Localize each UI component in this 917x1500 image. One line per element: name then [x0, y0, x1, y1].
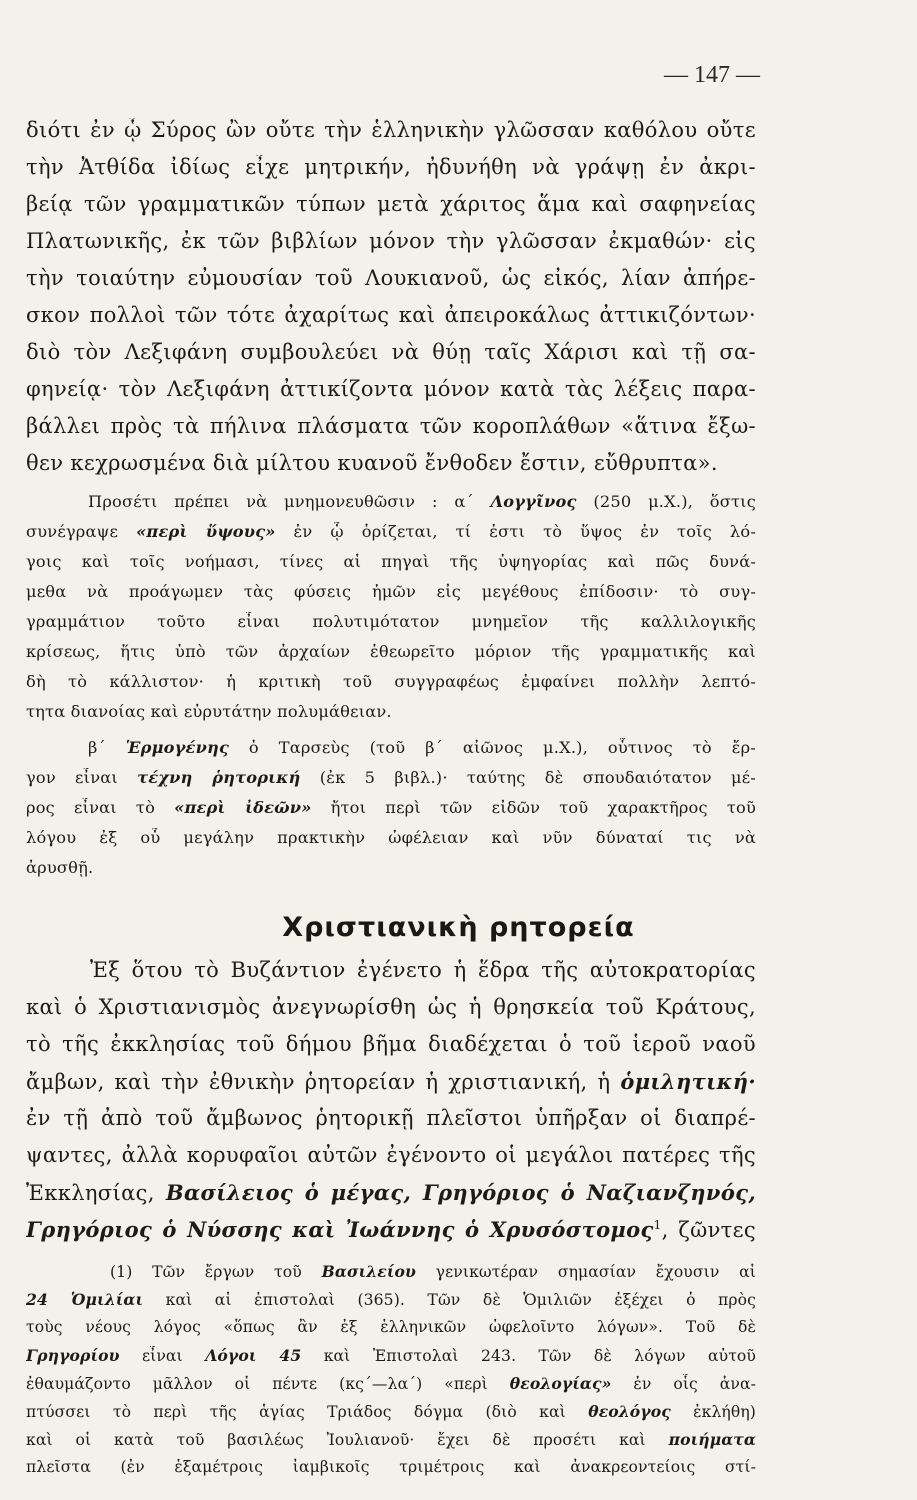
longinus-name: Λογγῖνος	[490, 492, 577, 511]
text-line: πλεῖστα (ἐν ἑξαμέτροις ἰαμβικοῖς τριμέτροις καὶ ἀνακρεοντείοις στί-	[26, 1458, 756, 1476]
text-line	[26, 1430, 756, 1449]
longinus-date: (250 μ.Χ.), ὅστις	[593, 492, 756, 511]
text-line: ἐν τῇ ἀπὸ τοῦ ἄμβωνος ῥητορικῇ πλεῖστοι ὑπῆρξαν οἱ διαπρέ-	[26, 1106, 756, 1130]
text-line	[26, 768, 756, 787]
text-fragment: , ζῶντες	[661, 1218, 756, 1242]
text-fragment: (1) Τῶν ἔργων τοῦ	[110, 1263, 302, 1281]
text-fragment: ἐθαυμάζοντο μᾶλλον οἱ πέντε (κς΄—λα΄) «περὶ	[26, 1375, 488, 1393]
text-line: σκον πολλοὶ τῶν τότε ἀχαρίτως καὶ ἀπειροκάλως ἀττικιζόντων·	[26, 303, 756, 327]
text-fragment: καὶ αἱ ἐπιστολαὶ (365). Τῶν δὲ Ὁμιλιῶν ἐξέχει ὁ πρὸς	[165, 1291, 756, 1309]
text-line: Πλατωνικῆς, ἐκ τῶν βιβλίων μόνον τὴν γλῶσσαν ἐκμαθών· εἰς	[26, 229, 756, 253]
text-line	[26, 492, 756, 511]
text-line	[26, 1180, 756, 1205]
text-line	[26, 522, 756, 541]
text-line: τὸ τῆς ἐκκλησίας τοῦ δήμου βῆμα διαδέχεται ὁ τοῦ ἱεροῦ ναοῦ	[26, 1032, 756, 1056]
text-fragment: πτύσσει τὸ περὶ τῆς ἁγίας Τριάδος δόγμα (διὸ καὶ	[26, 1403, 566, 1421]
text-fragment: συνέγραψε	[26, 522, 119, 541]
text-line	[26, 1262, 756, 1281]
text-line: γραμμάτιον τοῦτο εἶναι πολυτιμότατον μνημεῖον τῆς καλλιλογικῆς	[26, 612, 756, 631]
text-line: διὸ τὸν Λεξιφάνη συμβουλεύει νὰ θύῃ ταῖς Χάρισι καὶ τῇ σα-	[26, 340, 756, 364]
text-line: τὴν τοιαύτην εὐμουσίαν τοῦ Λουκιανοῦ, ὡς εἰκός, λίαν ἀπήρε-	[26, 266, 756, 290]
church-fathers-names: Γρηγόριος ὁ Νύσσης καὶ Ἰωάννης ὁ Χρυσόστομος	[26, 1217, 654, 1242]
text-fragment: γενικωτέραν σημασίαν ἔχουσιν αἱ	[435, 1263, 756, 1281]
section-heading: Χριστιανικὴ ρητορεία	[282, 912, 635, 943]
text-line	[26, 1069, 756, 1094]
text-line: μεθα νὰ προάγωμεν τὰς φύσεις ἡμῶν εἰς μεγέθους ἐπίδοσιν· τὸ συγ-	[26, 582, 756, 601]
text-line: βάλλει πρὸς τὰ πήλινα πλάσματα τῶν κοροπλάθων «ἅτινα ἔξω-	[26, 414, 756, 438]
footnote-orations: Λόγοι 45	[205, 1346, 302, 1365]
text-line: διότι ἐν ᾧ Σύρος ὢν οὔτε τὴν ἑλληνικὴν γλῶσσαν καθόλου οὔτε	[26, 118, 756, 142]
text-line	[26, 1346, 756, 1365]
longinus-lead: Προσέτι πρέπει νὰ μνημονευθῶσιν : α΄	[88, 492, 474, 511]
text-line: ἀρυσθῇ.	[26, 858, 94, 877]
text-line: Ἐξ ὅτου τὸ Βυζάντιον ἐγένετο ἡ ἕδρα τῆς αὐτοκρατορίας	[90, 958, 756, 982]
text-line: τὴν Ἀτθίδα ἰδίως εἶχε μητρικήν, ἠδυνήθη νὰ γράψῃ ἐν ἀκρι-	[26, 155, 756, 179]
text-line: κρίσεως, ἥτις ὑπὸ τῶν ἀρχαίων ἐθεωρεῖτο μόριον τῆς γραμματικῆς καὶ	[26, 642, 756, 661]
text-fragment: ἤτοι περὶ τῶν εἰδῶν τοῦ χαρακτῆρος τοῦ	[330, 798, 756, 817]
text-fragment: γον εἶναι	[26, 768, 118, 787]
text-line: φηνείᾳ· τὸν Λεξιφάνη ἀττικίζοντα μόνον κατὰ τὰς λέξεις παρα-	[26, 377, 756, 401]
text-fragment: ἐν ᾧ ὁρίζεται, τί ἐστι τὸ ὕψος ἐν τοῖς λό-	[293, 522, 756, 541]
hermogenes-lead: β΄	[88, 738, 106, 757]
text-line	[26, 1374, 756, 1393]
text-fragment: εἶναι	[141, 1347, 183, 1365]
footnote-theologos: θεολόγος	[588, 1402, 671, 1421]
text-fragment: ἄμβων, καὶ τὴν ἐθνικὴν ῥητορείαν ἡ χριστιανική, ἡ	[26, 1070, 611, 1094]
text-line	[26, 1290, 756, 1309]
text-line: καὶ ὁ Χριστιανισμὸς ἀνεγνωρίσθη ὡς ἡ θρησκεία τοῦ Κράτους,	[26, 995, 756, 1019]
text-fragment: Ἐκκλησίας,	[26, 1181, 155, 1205]
footnote-homilies: 24 Ὁμιλίαι	[26, 1290, 144, 1309]
text-line: θεν κεχρωσμένα διὰ μίλτου κυανοῦ ἔνθοδεν ἔστιν, εὔθρυπτα».	[26, 451, 718, 475]
text-fragment: (ἐκ 5 βιβλ.)· ταύτης δὲ σπουδαιότατον μέ-	[319, 768, 756, 787]
text-line	[26, 1402, 756, 1421]
work-title-peri-hypsous: «περὶ ὕψους»	[136, 522, 276, 541]
text-line: βείᾳ τῶν γραμματικῶν τύπων μετὰ χάριτος ἅμα καὶ σαφηνείας	[26, 192, 756, 216]
hermogenes-name: Ἑρμογένης	[125, 738, 230, 757]
text-fragment: ρος εἶναι τὸ	[26, 798, 156, 817]
work-title-techne: τέχνη ῥητορική	[137, 768, 301, 787]
text-fragment: καὶ Ἐπιστολαὶ 243. Τῶν δὲ λόγων αὐτοῦ	[323, 1347, 756, 1365]
footnote-gregory: Γρηγορίου	[26, 1346, 120, 1365]
term-homiletike: ὁμιλητική·	[620, 1069, 756, 1094]
text-fragment: ὁ Ταρσεὺς (τοῦ β΄ αἰῶνος μ.Χ.), οὗτινος τὸ ἔρ-	[248, 738, 756, 757]
text-line: λόγου ἐξ οὗ μεγάλην πρακτικὴν ὠφέλειαν καὶ νῦν δύναταί τις νὰ	[26, 828, 756, 847]
text-fragment: καὶ οἱ κατὰ τοῦ βασιλέως Ἰουλιανοῦ· ἔχει δὲ προσέτι καὶ	[26, 1431, 646, 1449]
text-fragment: ἐν οἷς ἀνα-	[633, 1375, 756, 1393]
page-number: — 147 —	[664, 62, 760, 88]
text-line: τητα διανοίας καὶ εὐρυτάτην πολυμάθειαν.	[26, 702, 392, 721]
text-line: δὴ τὸ κάλλιστον· ἡ κριτικὴ τοῦ συγγραφέως ἐμφαίνει πολλὴν λεπτό-	[26, 672, 756, 691]
text-line	[26, 738, 756, 757]
text-line: ψαντες, ἀλλὰ κορυφαῖοι αὐτῶν ἐγένοντο οἱ μεγάλοι πατέρες τῆς	[26, 1143, 756, 1167]
text-line	[26, 1217, 756, 1242]
church-fathers-names: Βασίλειος ὁ μέγας, Γρηγόριος ὁ Ναζιανζηνός,	[165, 1180, 756, 1205]
text-line	[26, 798, 756, 817]
footnote-basil: Βασιλείου	[321, 1262, 416, 1281]
text-line: τοὺς νέους λόγος «ὅπως ἂν ἐξ ἑλληνικῶν ὠφελοῖντο λόγων». Τοῦ δὲ	[26, 1318, 756, 1336]
text-fragment: ἐκλήθη)	[693, 1403, 756, 1421]
footnote-marker: 1	[653, 1218, 662, 1232]
footnote-poems: ποιήματα	[668, 1430, 756, 1449]
text-line: γοις καὶ τοῖς νοήμασι, τίνες αἱ πηγαὶ τῆς ὑψηγορίας καὶ πῶς δυνά-	[26, 552, 756, 571]
footnote-theology: θεολογίας»	[509, 1374, 612, 1393]
work-title-peri-ideon: «περὶ ἰδεῶν»	[174, 798, 312, 817]
